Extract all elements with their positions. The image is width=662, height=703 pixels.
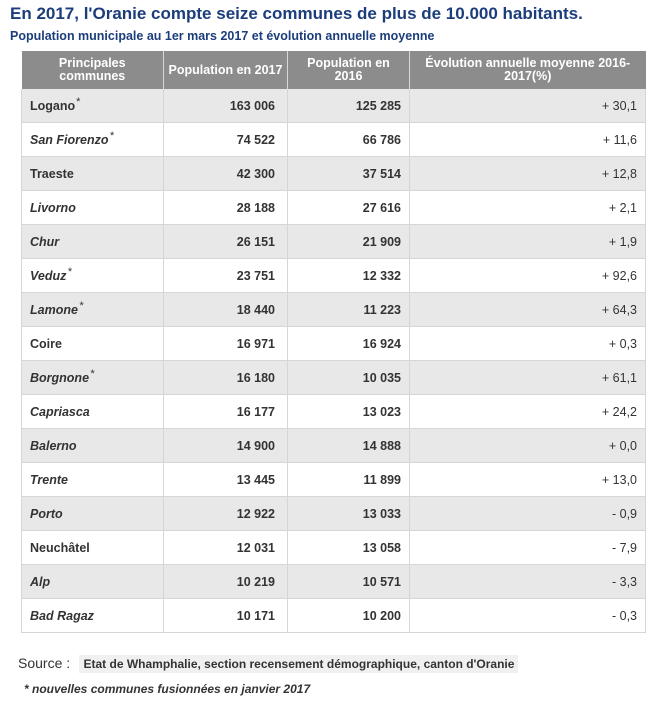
- source-line: [18, 655, 518, 671]
- evolution-cell: + 11,6: [410, 123, 646, 157]
- table-row: [22, 293, 646, 327]
- population-2017-cell: 14 900: [164, 429, 288, 463]
- population-2017-cell: 16 971: [164, 327, 288, 361]
- population-2016-cell: 11 899: [288, 463, 410, 497]
- population-2016-cell: 21 909: [288, 225, 410, 259]
- population-2016-cell: 10 035: [288, 361, 410, 395]
- commune-name: San Fiorenzo: [30, 132, 109, 147]
- merged-commune-marker: *: [78, 299, 84, 312]
- evolution-cell: + 2,1: [410, 191, 646, 225]
- commune-name-cell: [22, 327, 164, 361]
- commune-name-cell: [22, 599, 164, 633]
- table-row: [22, 191, 646, 225]
- population-2017-cell: 10 219: [164, 565, 288, 599]
- population-2016-cell: 13 058: [288, 531, 410, 565]
- table-row: [22, 157, 646, 191]
- column-header-evolution: Évolution annuelle moyenne 2016-2017(%): [410, 51, 646, 89]
- commune-name-cell: [22, 259, 164, 293]
- commune-name-cell: [22, 89, 164, 123]
- population-2016-cell: 12 332: [288, 259, 410, 293]
- commune-name-cell: [22, 191, 164, 225]
- column-header-communes: Principales communes: [22, 51, 164, 89]
- commune-name-cell: [22, 293, 164, 327]
- evolution-cell: - 7,9: [410, 531, 646, 565]
- table-row: [22, 429, 646, 463]
- population-2017-cell: 163 006: [164, 89, 288, 123]
- column-header-pop2016: Population en 2016: [288, 51, 410, 89]
- merged-commune-marker: *: [109, 129, 114, 142]
- evolution-cell: + 61,1: [410, 361, 646, 395]
- commune-name: Trente: [30, 472, 68, 487]
- table-row: [22, 531, 646, 565]
- commune-name: Chur: [30, 234, 60, 249]
- population-2017-cell: 28 188: [164, 191, 288, 225]
- commune-name-cell: [22, 429, 164, 463]
- population-2017-cell: 18 440: [164, 293, 288, 327]
- commune-name: Neuchâtel: [30, 540, 90, 555]
- evolution-cell: + 12,8: [410, 157, 646, 191]
- population-2017-cell: 13 445: [164, 463, 288, 497]
- population-2016-cell: 27 616: [288, 191, 410, 225]
- commune-name: Bad Ragaz: [30, 608, 94, 623]
- population-2017-cell: 12 031: [164, 531, 288, 565]
- footnote: * nouvelles communes fusionnées en janvier 2017: [24, 682, 311, 696]
- commune-name-cell: [22, 531, 164, 565]
- column-header-pop2017: Population en 2017: [164, 51, 288, 89]
- population-2016-cell: 37 514: [288, 157, 410, 191]
- evolution-cell: + 92,6: [410, 259, 646, 293]
- population-2017-cell: 23 751: [164, 259, 288, 293]
- merged-commune-marker: *: [76, 95, 81, 108]
- table-row: [22, 463, 646, 497]
- population-2017-cell: 42 300: [164, 157, 288, 191]
- commune-name: Veduz: [30, 268, 67, 283]
- population-2016-cell: 14 888: [288, 429, 410, 463]
- population-table: [21, 51, 646, 633]
- population-2017-cell: 10 171: [164, 599, 288, 633]
- commune-name: Balerno: [30, 438, 77, 453]
- evolution-cell: + 30,1: [410, 89, 646, 123]
- table-row: [22, 497, 646, 531]
- evolution-cell: - 3,3: [410, 565, 646, 599]
- commune-name: Lamone: [30, 302, 78, 317]
- evolution-cell: - 0,9: [410, 497, 646, 531]
- evolution-cell: + 1,9: [410, 225, 646, 259]
- population-2016-cell: 16 924: [288, 327, 410, 361]
- population-2017-cell: 26 151: [164, 225, 288, 259]
- table-header-row: [22, 51, 646, 89]
- population-2017-cell: 12 922: [164, 497, 288, 531]
- merged-commune-marker: *: [90, 367, 95, 380]
- merged-commune-marker: *: [67, 265, 72, 278]
- table-row: [22, 89, 646, 123]
- commune-name-cell: [22, 565, 164, 599]
- commune-name: Livorno: [30, 200, 76, 215]
- evolution-cell: + 24,2: [410, 395, 646, 429]
- source-label: Source :: [18, 655, 71, 671]
- table-row: [22, 361, 646, 395]
- commune-name-cell: [22, 463, 164, 497]
- population-2016-cell: 10 571: [288, 565, 410, 599]
- table-row: [22, 395, 646, 429]
- commune-name: Coire: [30, 336, 62, 351]
- commune-name-cell: [22, 225, 164, 259]
- commune-name: Logano: [30, 98, 76, 113]
- evolution-cell: + 13,0: [410, 463, 646, 497]
- commune-name: Capriasca: [30, 404, 90, 419]
- source-text: Etat de Whamphalie, section recensement démographique, canton d'Oranie: [79, 655, 518, 673]
- population-2017-cell: 16 177: [164, 395, 288, 429]
- commune-name-cell: [22, 497, 164, 531]
- table-row: [22, 565, 646, 599]
- population-2016-cell: 10 200: [288, 599, 410, 633]
- commune-name: Alp: [30, 574, 51, 589]
- commune-name: Porto: [30, 506, 63, 521]
- evolution-cell: + 0,3: [410, 327, 646, 361]
- table-row: [22, 327, 646, 361]
- population-2016-cell: 66 786: [288, 123, 410, 157]
- page-subtitle: Population municipale au 1er mars 2017 et évolution annuelle moyenne: [10, 29, 435, 43]
- commune-name-cell: [22, 395, 164, 429]
- commune-name-cell: [22, 361, 164, 395]
- evolution-cell: + 0,0: [410, 429, 646, 463]
- population-2016-cell: 125 285: [288, 89, 410, 123]
- population-2016-cell: 13 023: [288, 395, 410, 429]
- table-row: [22, 599, 646, 633]
- table-row: [22, 123, 646, 157]
- population-2017-cell: 74 522: [164, 123, 288, 157]
- table-row: [22, 225, 646, 259]
- commune-name: Borgnone: [30, 370, 90, 385]
- table-row: [22, 259, 646, 293]
- commune-name-cell: [22, 123, 164, 157]
- page-title: En 2017, l'Oranie compte seize communes de plus de 10.000 habitants.: [10, 4, 583, 23]
- evolution-cell: + 64,3: [410, 293, 646, 327]
- population-2016-cell: 11 223: [288, 293, 410, 327]
- population-2016-cell: 13 033: [288, 497, 410, 531]
- population-2017-cell: 16 180: [164, 361, 288, 395]
- commune-name-cell: [22, 157, 164, 191]
- commune-name: Traeste: [30, 166, 74, 181]
- evolution-cell: - 0,3: [410, 599, 646, 633]
